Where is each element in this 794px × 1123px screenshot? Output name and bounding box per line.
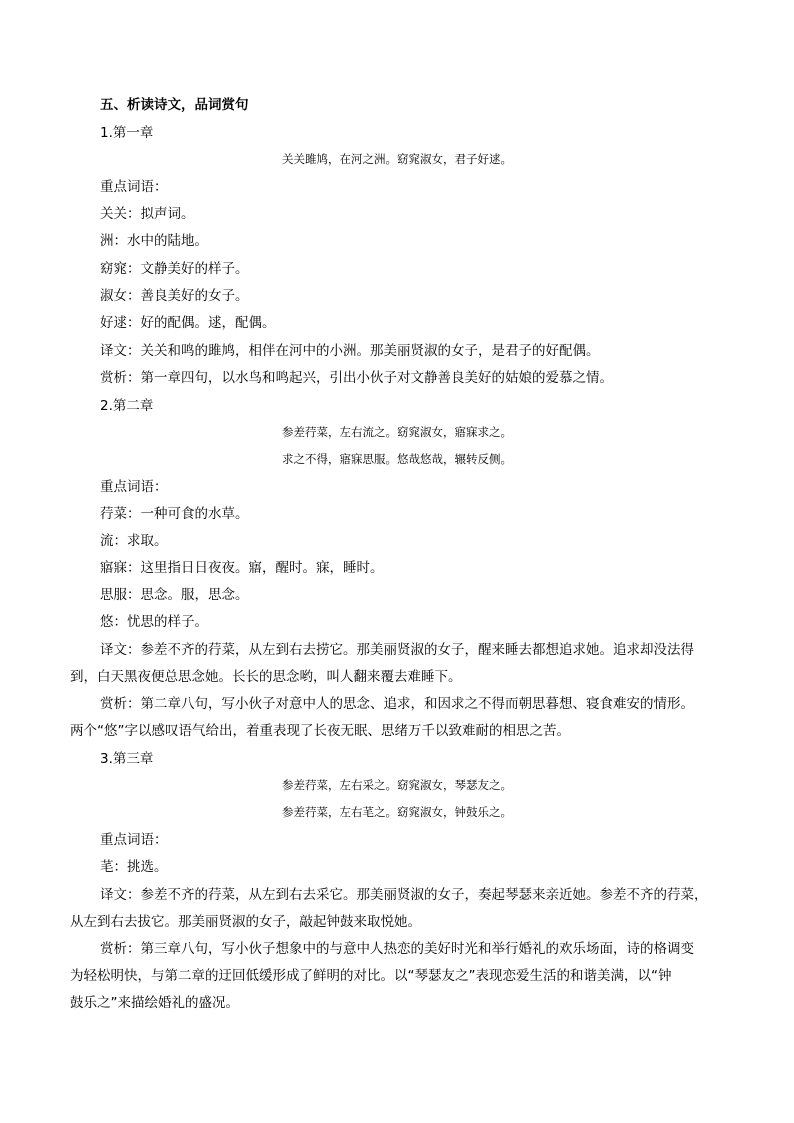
- chapter-1-vocab-2: 洲：水中的陆地。: [100, 233, 208, 249]
- chapter-3-vocab-1: 芼：挑选。: [100, 859, 168, 875]
- chapter-2-vocab-2: 流：求取。: [100, 533, 168, 549]
- chapter-3-analysis-line-1: 赏析：第三章八句，写小伙子想象中的与意中人热恋的美好时光和举行婚礼的欢乐场面，诗的格调变: [100, 941, 694, 957]
- chapter-1-vocab-heading: 重点词语：: [100, 179, 168, 195]
- chapter-1-vocab-5: 好逑：好的配偶。逑，配偶。: [100, 315, 276, 331]
- chapter-2-vocab-4: 思服：思念。服，思念。: [100, 587, 249, 603]
- chapter-2-translation-line-2: 到，白天黑夜便总思念她。长长的思念哟，叫人翻来覆去难睡下。: [70, 669, 462, 685]
- chapter-3-analysis-line-2: 为轻松明快，与第二章的迂回低缓形成了鲜明的对比。以“琴瑟友之”表现恋爱生活的和谐美满，以“钟: [70, 968, 672, 984]
- chapter-1-title: 1.第一章: [100, 125, 154, 141]
- chapter-2-poem-line-2: 求之不得，寤寐思服。悠哉悠哉，辗转反侧。: [282, 452, 512, 466]
- chapter-3-title: 3.第三章: [100, 751, 154, 767]
- chapter-3-vocab-heading: 重点词语：: [100, 832, 168, 848]
- chapter-1-poem-line-1: 关关雎鸠，在河之洲。窈窕淑女，君子好逑。: [282, 152, 512, 166]
- chapter-1-vocab-3: 窈窕：文静美好的样子。: [100, 261, 249, 277]
- chapter-3-poem-line-2: 参差荇菜，左右芼之。窈窕淑女，钟鼓乐之。: [282, 805, 512, 819]
- chapter-2-poem-line-1: 参差荇菜，左右流之。窈窕淑女，寤寐求之。: [282, 425, 512, 439]
- chapter-1-vocab-1: 关关：拟声词。: [100, 206, 195, 222]
- chapter-3-poem-line-1: 参差荇菜，左右采之。窈窕淑女，琴瑟友之。: [282, 778, 512, 792]
- section-title: 五、析读诗文，品词赏句: [100, 97, 249, 113]
- chapter-2-vocab-heading: 重点词语：: [100, 479, 168, 495]
- chapter-1-translation: 译文：关关和鸣的雎鸠，相伴在河中的小洲。那美丽贤淑的女子，是君子的好配偶。: [100, 343, 600, 359]
- chapter-2-title: 2.第二章: [100, 398, 154, 414]
- chapter-2-vocab-5: 悠：忧思的样子。: [100, 614, 208, 630]
- chapter-3-translation-line-1: 译文：参差不齐的荇菜，从左到右去采它。那美丽贤淑的女子，奏起琴瑟来亲近她。参差不齐的荇菜，: [100, 887, 708, 903]
- chapter-1-analysis: 赏析：第一章四句，以水鸟和鸣起兴，引出小伙子对文静善良美好的姑娘的爱慕之情。: [100, 370, 613, 386]
- chapter-2-translation-line-1: 译文：参差不齐的荇菜，从左到右去捞它。那美丽贤淑的女子，醒来睡去都想追求她。追求却没法得: [100, 642, 694, 658]
- chapter-3-analysis-line-3: 鼓乐之”来描绘婚礼的盛况。: [70, 995, 239, 1011]
- chapter-2-vocab-3: 寤寐：这里指日日夜夜。寤，醒时。寐，睡时。: [100, 560, 384, 576]
- chapter-1-vocab-4: 淑女：善良美好的女子。: [100, 288, 249, 304]
- chapter-2-vocab-1: 荇菜：一种可食的水草。: [100, 506, 249, 522]
- chapter-3-translation-line-2: 从左到右去拔它。那美丽贤淑的女子，敲起钟鼓来取悦她。: [70, 914, 421, 930]
- chapter-2-analysis-line-2: 两个“悠”字以感叹语气给出，着重表现了长夜无眠、思绪万千以致难耐的相思之苦。: [70, 723, 570, 739]
- chapter-2-analysis-line-1: 赏析：第二章八句，写小伙子对意中人的思念、追求，和因求之不得而朝思暮想、寝食难安的情形。: [100, 696, 694, 712]
